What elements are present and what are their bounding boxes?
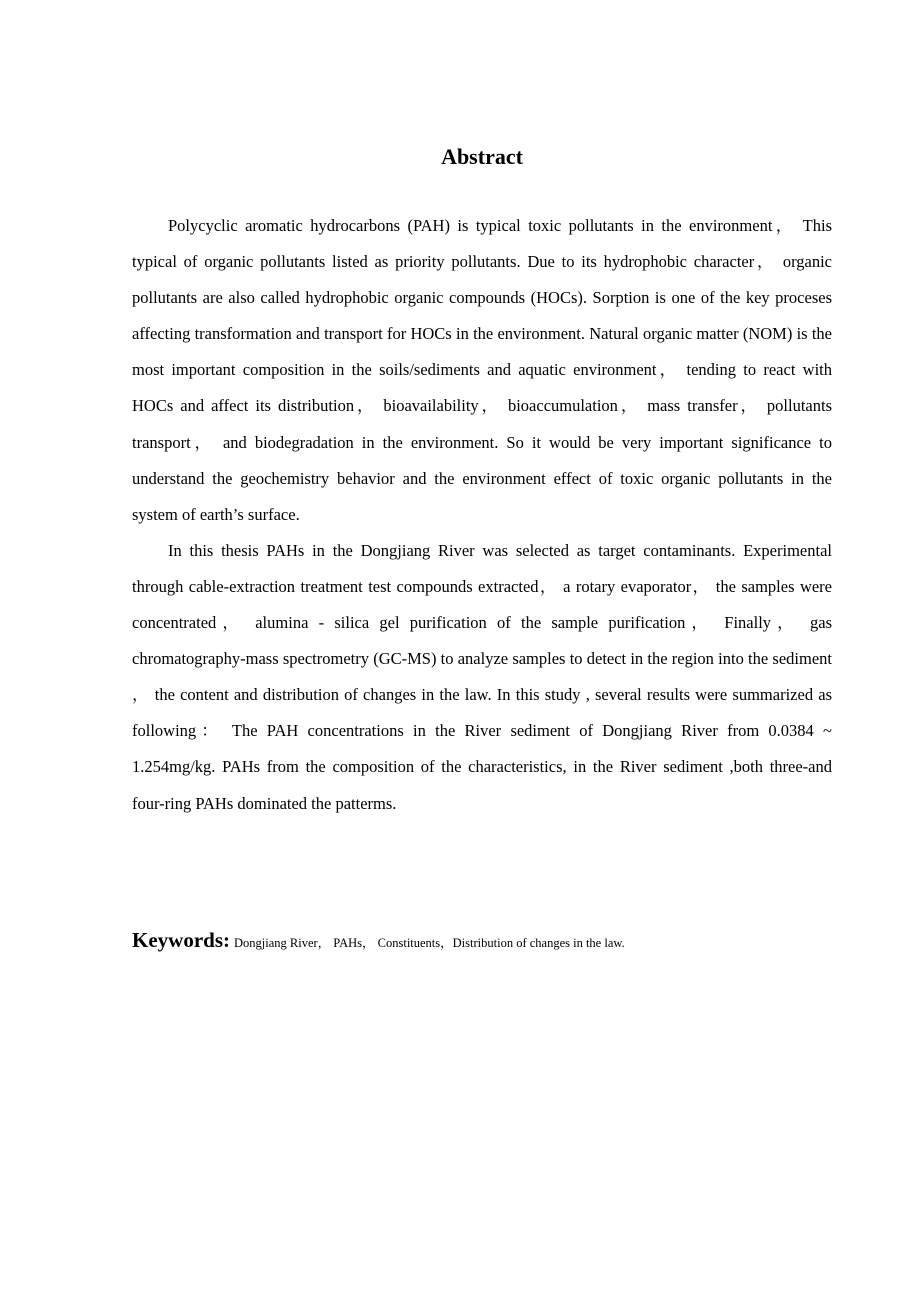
keywords-line [132,924,832,959]
keywords-text: Dongjiang River， PAHs， Constituents，Distribution of changes in the law. [234,936,625,950]
abstract-paragraph-1: Polycyclic aromatic hydrocarbons (PAH) is typical toxic pollutants in the environment， This typical of organic pollutants listed as priority pollutants. Due to its hydrophobic character， organic pollutants are also called hydrophobic organic compounds (HOCs). Sorption is one of the key proceses affecting transformation and transport for HOCs in the environment. Natural organic matter (NOM) is the most important composition in the soils/sediments and aquatic environment， tending to react with HOCs and affect its distribution， bioavailability， bioaccumulation， mass transfer， pollutants transport， and biodegradation in the environment. So it would be very important significance to understand the geochemistry behavior and the environment effect of toxic organic pollutants in the system of earth’s surface. [132,216,832,524]
abstract-paragraph-2: In this thesis PAHs in the Dongjiang River was selected as target contaminants. Experimental through cable-extraction treatment test compounds extracted， a rotary evaporator， the samples were concentrated， alumina - silica gel purification of the sample purification， Finally， gas chromatography-mass spectrometry (GC-MS) to analyze samples to detect in the region into the sediment ， the content and distribution of changes in the law. In this study , several results were summarized as following： The PAH concentrations in the River sediment of Dongjiang River from 0.0384 ~ 1.254mg/kg. PAHs from the composition of the characteristics, in the River sediment ,both three-and four-ring PAHs dominated the patterms. [132,540,832,813]
abstract-body [132,208,832,822]
keywords-label: Keywords: [132,928,230,952]
abstract-title: Abstract [441,144,523,169]
